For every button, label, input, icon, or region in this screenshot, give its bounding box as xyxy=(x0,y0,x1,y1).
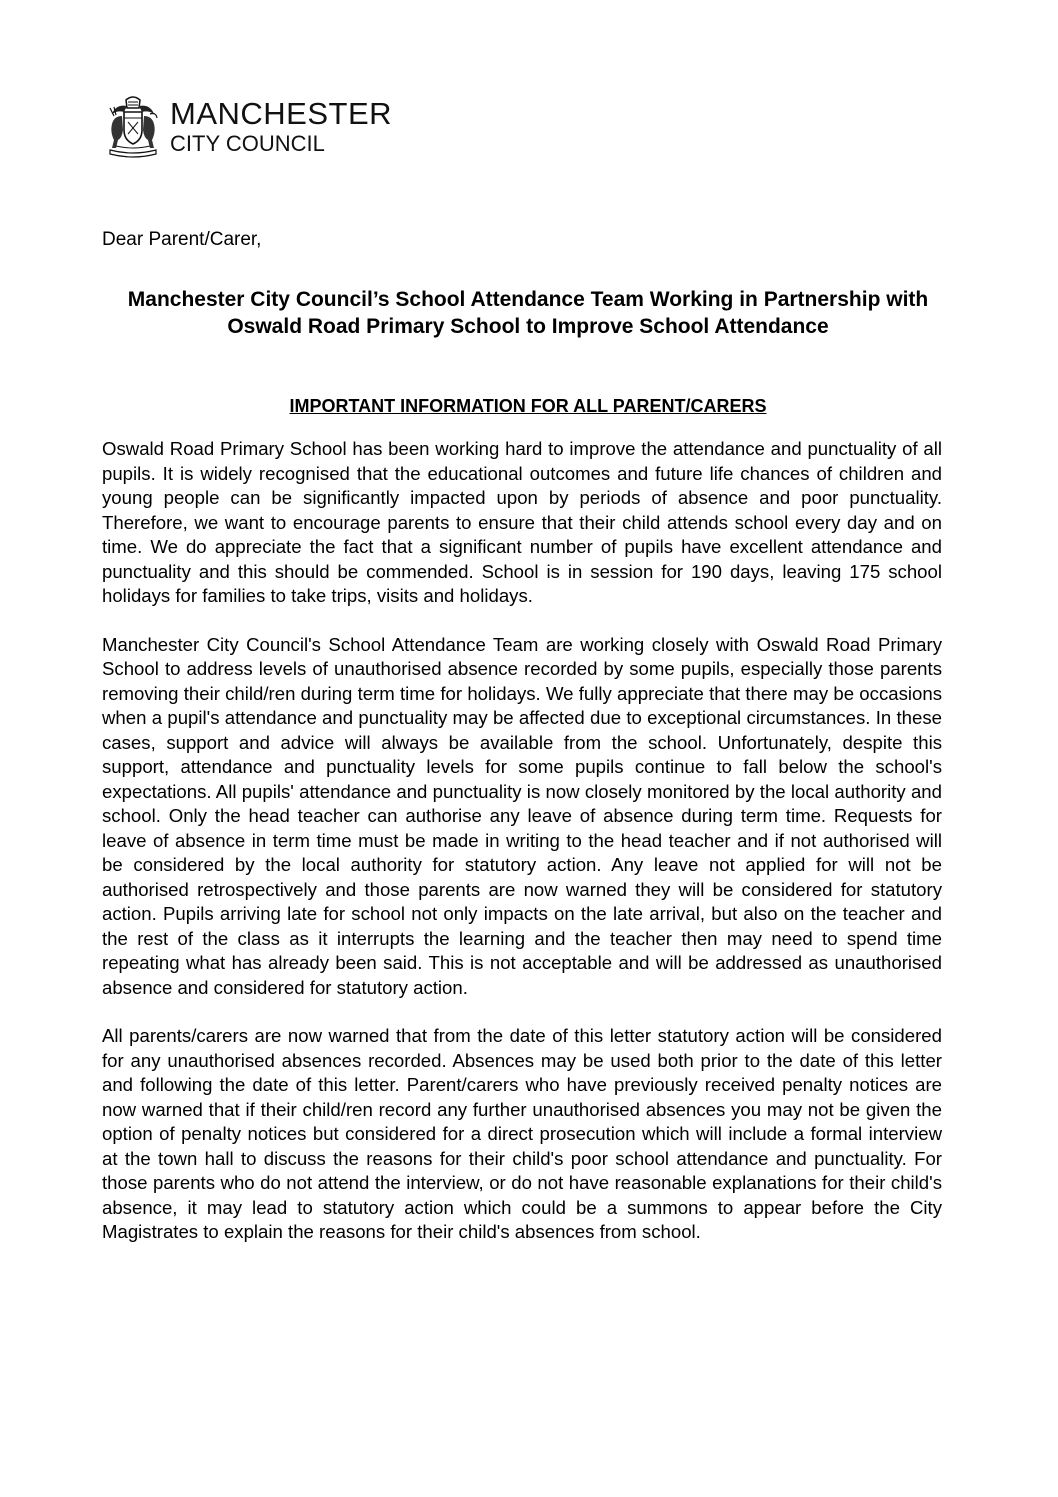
paragraph-2: Manchester City Council's School Attendance Team are working closely with Oswald Road Primary School to address levels of unauthorised absence recorded by some pupils, especially those parents removing their child/ren during term time for holidays. We fully appreciate that there may be occasions when a pupil's attendance and punctuality may be affected due to exceptional circumstances. In these cases, support and advice will always be available from the school. Unfortunately, despite this support, attendance and punctuality levels for some pupils continue to fall below the school's expectations. All pupils' attendance and punctuality is now closely monitored by the local authority and school. Only the head teacher can authorise any leave of absence during term time. Requests for leave of absence in term time must be made in writing to the head teacher and if not authorised will be considered by the local authority for statutory action. Any leave not applied for will not be authorised retrospectively and those parents are now warned they will be considered for statutory action. Pupils arriving late for school not only impacts on the late arrival, but also on the teacher and the rest of the class as it interrupts the learning and the teacher then may need to spend time repeating what has already been said. This is not acceptable and will be addressed as unauthorised absence and considered for statutory action. xyxy=(102,633,942,998)
paragraph-1: Oswald Road Primary School has been working hard to improve the attendance and punctuality of all pupils. It is widely recognised that the educational outcomes and future life chances of children and young people can be significantly impacted upon by periods of absence and poor punctuality. Therefore, we want to encourage parents to ensure that their child attends school every day and on time. We do appreciate the fact that a significant number of pupils have excellent attendance and punctuality and this should be commended. School is in session for 190 days, leaving 175 school holidays for families to take trips, visits and holidays. xyxy=(102,438,942,606)
org-name-line2: CITY COUNCIL xyxy=(170,131,325,156)
letter-title: Manchester City Council’s School Attendance Team Working in Partnership with Oswald Road Primary School to Improve School Attendance xyxy=(127,288,929,338)
coat-of-arms-icon xyxy=(102,94,164,158)
paragraph-3: All parents/carers are now warned that from the date of this letter statutory action will be considered for any unauthorised absences recorded. Absences may be used both prior to the date of this letter and following the date of this letter. Parent/carers who have previously received penalty notices are now warned that if their child/ren record any further unauthorised absences you may not be given the option of penalty notices but considered for a direct prosecution which will include a formal interview at the town hall to discuss the reasons for their child's poor school attendance and punctuality. For those parents who do not attend the interview, or do not have reasonable explanations for their child's absence, it may lead to statutory action which could be a summons to appear before the City Magistrates to explain the reasons for their child's absences from school. xyxy=(102,1025,942,1242)
org-name-line1: MANCHESTER xyxy=(170,96,393,131)
salutation: Dear Parent/Carer, xyxy=(102,229,262,250)
council-logo xyxy=(102,94,392,158)
letter-subheading: IMPORTANT INFORMATION FOR ALL PARENT/CARERS xyxy=(289,396,767,416)
letter-body xyxy=(102,437,942,1269)
council-wordmark xyxy=(170,98,392,155)
